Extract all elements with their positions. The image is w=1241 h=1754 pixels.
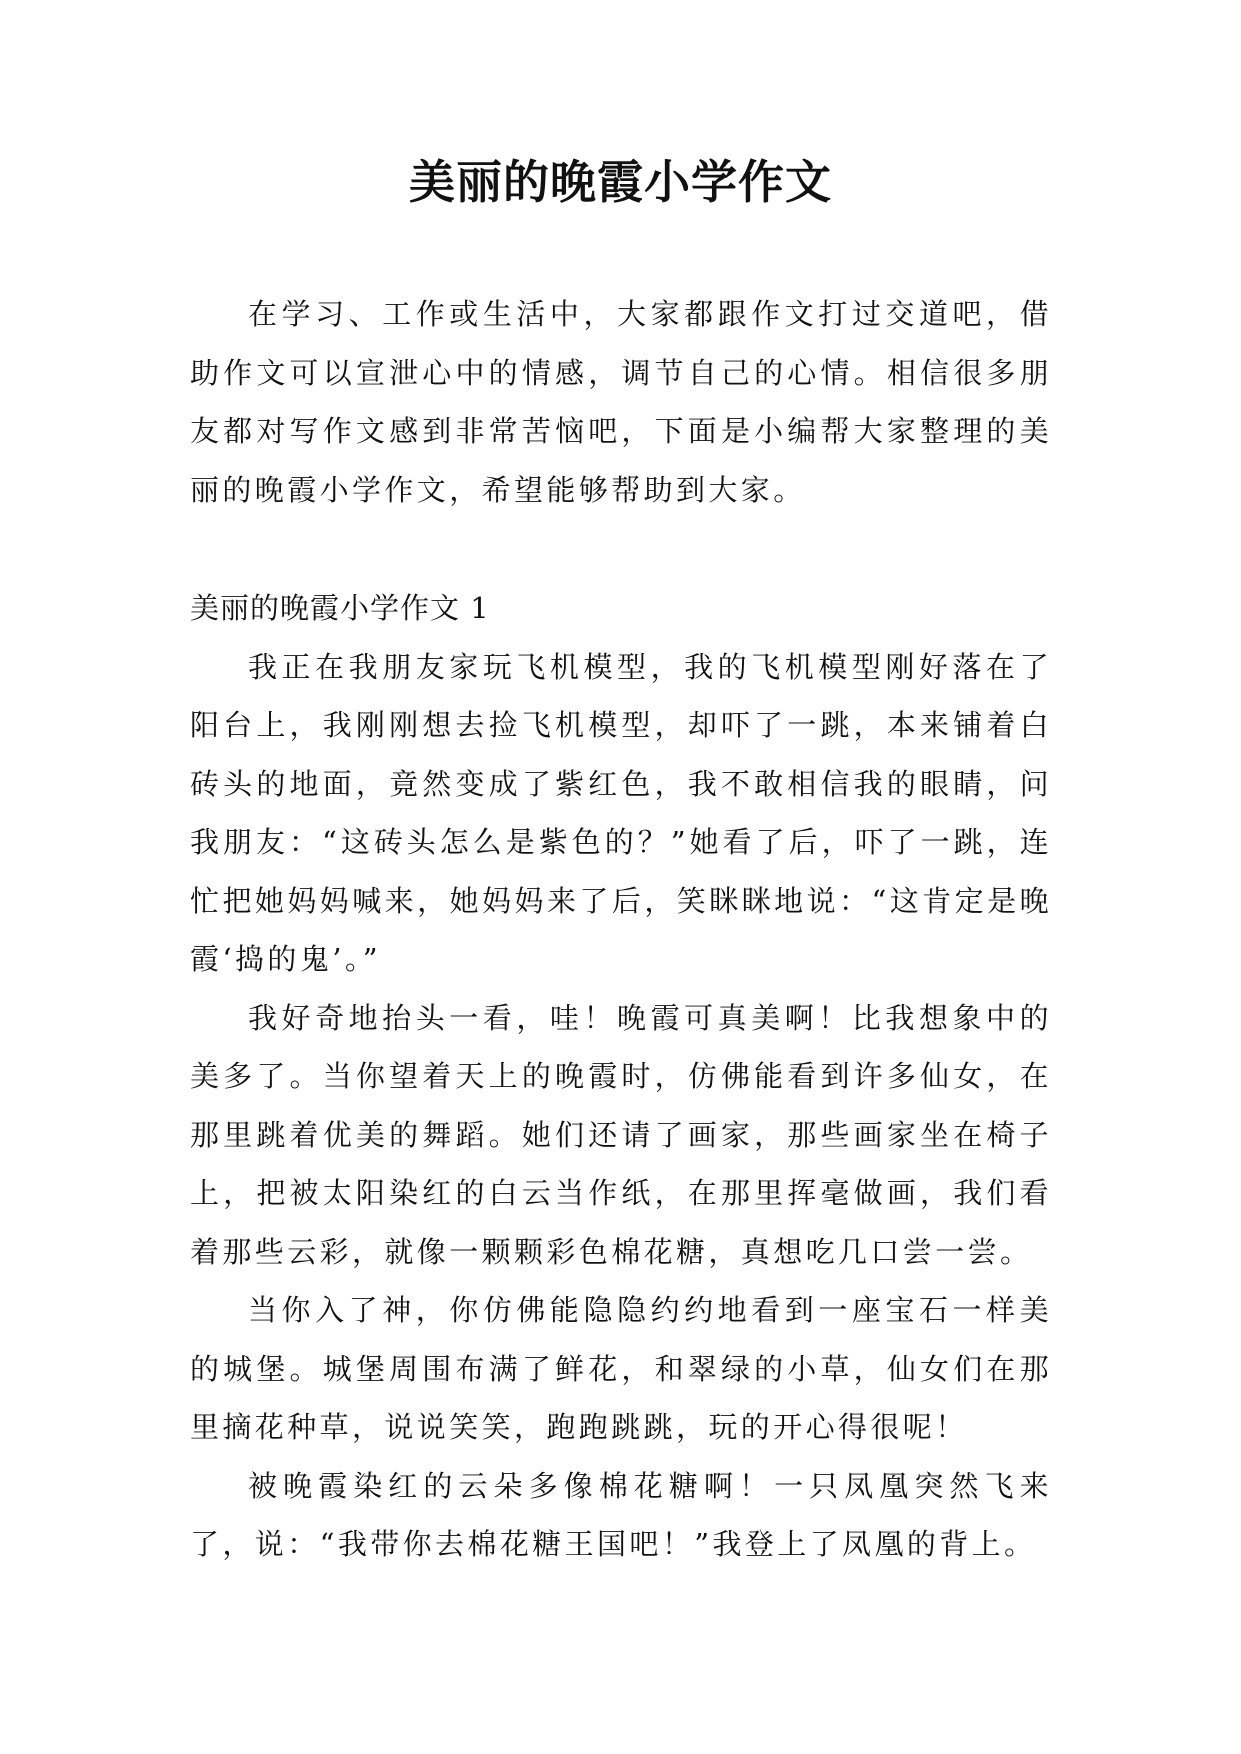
body-paragraph: 我好奇地抬头一看，哇！晚霞可真美啊！比我想象中的美多了。当你望着天上的晚霞时，仿佛能看到许多仙女，在那里跳着优美的舞蹈。她们还请了画家，那些画家坐在椅子上，把被太阳染红的白云当作纸，在那里挥毫做画，我们看着那些云彩，就像一颗颗彩色棉花糖，真想吃几口尝一尝。 [190,1000,1052,1269]
body-paragraph: 当你入了神，你仿佛能隐隐约约地看到一座宝石一样美的城堡。城堡周围布满了鲜花，和翠绿的小草，仙女们在那里摘花种草，说说笑笑，跑跑跳跳，玩的开心得很呢！ [190,1293,1052,1444]
document-body [190,285,1052,1574]
page-title: 美丽的晚霞小学作文 [409,155,832,209]
body-paragraph: 被晚霞染红的云朵多像棉花糖啊！一只凤凰突然飞来了，说：“我带你去棉花糖王国吧！”我登上了凤凰的背上。 [190,1468,1052,1561]
intro-paragraph: 在学习、工作或生活中，大家都跟作文打过交道吧，借助作文可以宣泄心中的情感，调节自己的心情。相信很多朋友都对写作文感到非常苦恼吧，下面是小编帮大家整理的美丽的晚霞小学作文，希望能够帮助到大家。 [190,297,1052,507]
section-title: 美丽的晚霞小学作文 1 [190,591,490,625]
body-paragraph: 我正在我朋友家玩飞机模型，我的飞机模型刚好落在了阳台上，我刚刚想去捡飞机模型，却吓了一跳，本来铺着白砖头的地面，竟然变成了紫红色，我不敢相信我的眼睛，问我朋友：“这砖头怎么是紫色的？”她看了后，吓了一跳，连忙把她妈妈喊来，她妈妈来了后，笑眯眯地说：“这肯定是晚霞‘捣的鬼’。” [190,649,1052,976]
